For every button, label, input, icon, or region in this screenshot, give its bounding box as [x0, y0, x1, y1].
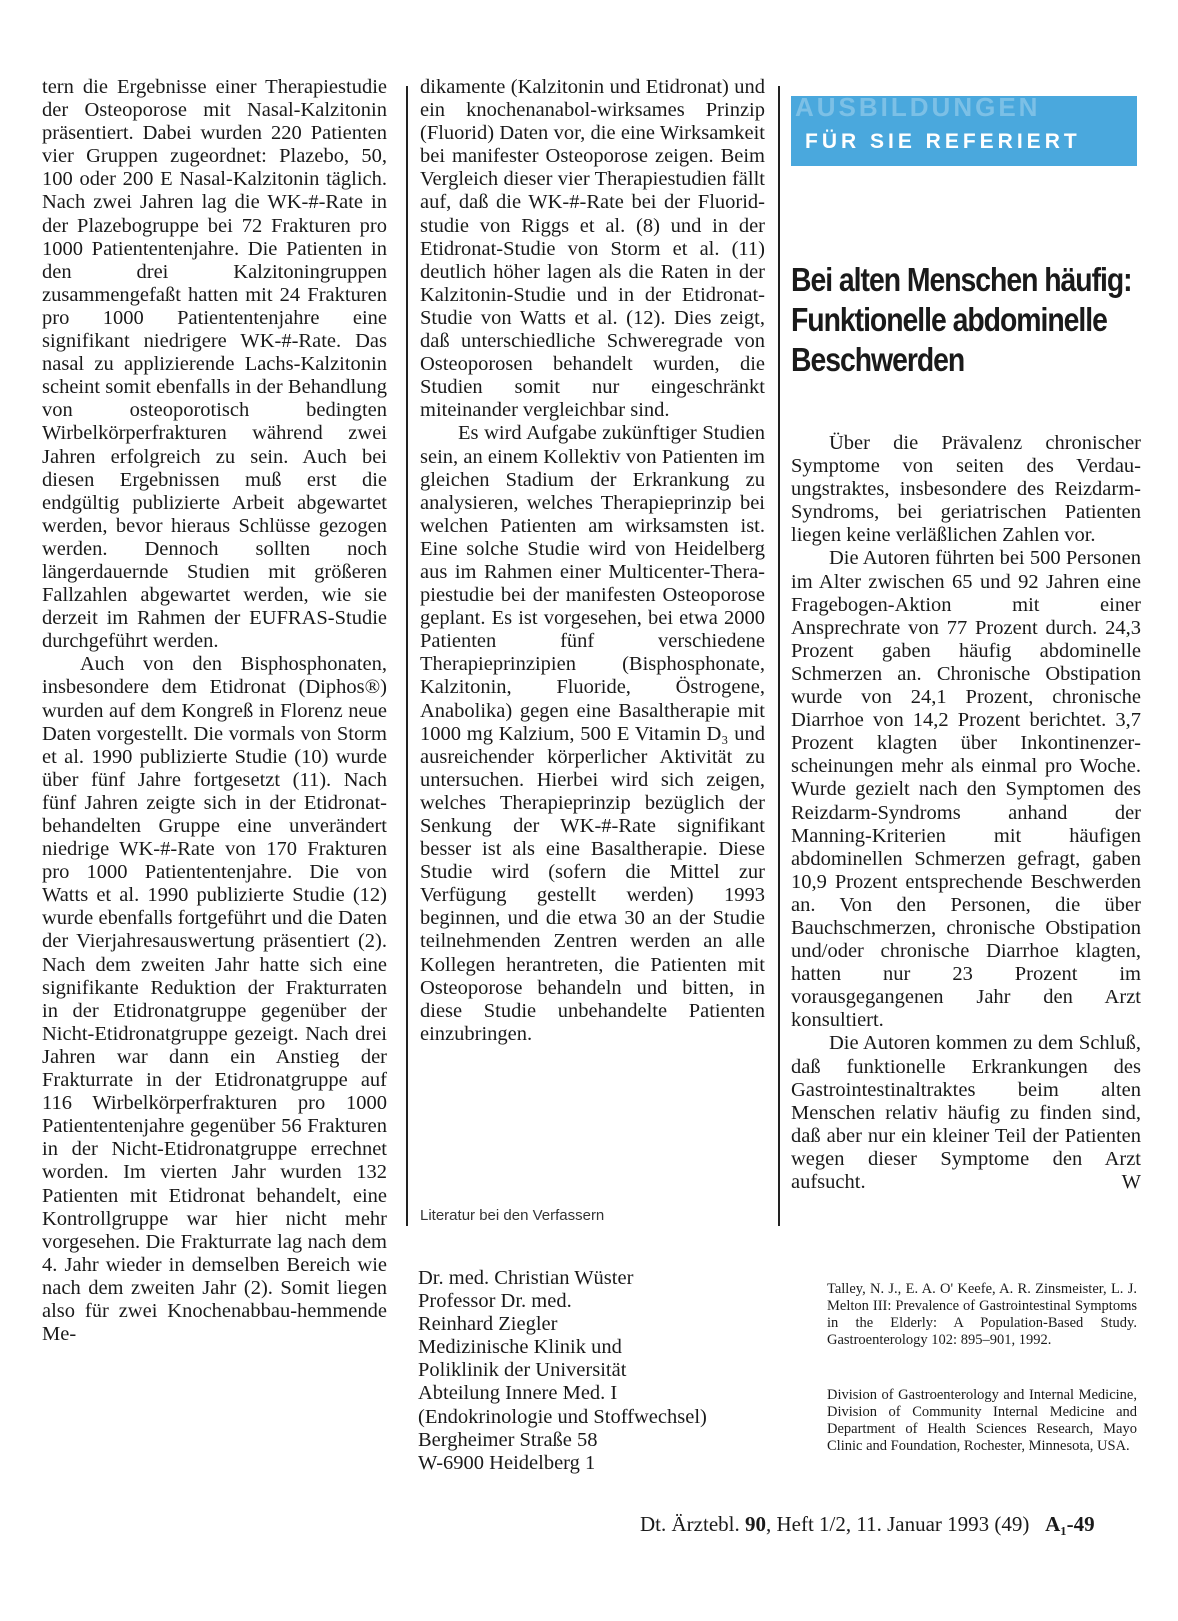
- author-signature: W: [1121, 1171, 1141, 1193]
- column-2: [420, 76, 765, 1046]
- footer-issue: , Heft 1/2, 11. Januar 1993 (49): [765, 1512, 1030, 1536]
- reference-citation: Talley, N. J., E. A. O' Keefe, A. R. Zinsmeister, L. J. Melton III: Prevalence of Gastrointestinal Symptoms in the Elderly: A Population-Based Study. Gastroenterology 102: 895–901, 1992.: [827, 1281, 1137, 1348]
- column-divider-1: [406, 86, 408, 1226]
- address-line: Reinhard Ziegler: [418, 1313, 558, 1336]
- footer-volume: 90: [744, 1512, 766, 1536]
- footer-journal: Dt. Ärztebl.: [640, 1512, 740, 1536]
- author-address: [418, 1267, 707, 1475]
- column-divider-2: [778, 86, 780, 1226]
- col1-paragraph-1: tern die Ergebnisse einer Therapiestudie der Osteoporose mit Nasal-Kalzitonin präsentiert. Dabei wurden 220 Patienten vier Gruppen zugeordnet: Plazebo, 50, 100 oder 200 E Nasal-Kalzitonin täglich. Nach zwei Jahren lag die WK-#-Rate in der Plazebogruppe bei 72 Frakturen pro 1000 Patiententenjahre. Die Patienten in den drei Kalzitoningruppen zusammengefaßt hatten mit 24 Frakturen pro 1000 Patiententenjahre eine signifikant niedrigere WK-#-Rate. Das nasal zu applizierende Lachs-Kalzitonin scheint somit ebenfalls in der Behandlung von osteoporotisch bedingten Wirbelkörperfrakturen während zwei Jahren erfolgreich zu sein. Auch bei diesen Ergebnissen muß erst die endgültig publizierte Arbeit abgewartet werden, bevor hieraus Schlüsse gezogen werden. Dennoch sollten noch längerdauernde Studien mit größeren Fallzahlen abgewartet werden, wie sie derzeit im Rahmen der EUFRAS-Studie durchgeführt werden.: [42, 76, 387, 653]
- col1-paragraph-2: Auch von den Bisphosphonaten, insbesondere dem Etidronat (Diphos®) wurden auf dem Kongreß in Florenz neue Daten vorgestellt. Die vormals von Storm et al. 1990 publizierte Studie (10) wurde über fünf Jahre fortgesetzt (11). Nach fünf Jahren zeigte sich in der Etidronatbehandelten Gruppe eine unverändert niedrige WK-#-Rate von 170 Frakturen pro 1000 Patiententenjahre. Die von Watts et al. 1990 publizierte Studie (12) wurde ebenfalls fortgeführt und die Daten der Vierjahresauswertung präsentiert (2). Nach dem zweiten Jahr hatte sich eine signifikante Reduktion der Frakturraten in der Etidronatgruppe gegenüber der Nicht-Etidronatgruppe gezeigt. Nach drei Jahren war dann ein Anstieg der Frakturrate in der Etidronatgruppe auf 116 Wirbelkörperfrakturen pro 1000 Patiententenjahre gegenüber 56 Frakturen in der Nicht-Etidronatgruppe errechnet worden. Im vierten Jahr wurden 132 Patienten mit Etidronat behandelt, eine Kontrollgruppe war hier nicht mehr vorgesehen. Die Frakturrate lag nach dem 4. Jahr wieder in demselben Bereich wie nach dem zweiten Jahr (2). Somit liegen also für zwei Knochenabbau-hemmende Me-: [42, 653, 387, 1346]
- article-headline: Bei alten Menschen häufig: Funktionelle abdominelle Beschwerden: [791, 261, 1132, 378]
- address-line: Abteilung Innere Med. I: [418, 1382, 618, 1405]
- article-body: [791, 432, 1141, 1194]
- page-footer: [640, 1512, 1095, 1537]
- col2-paragraph-1: dikamente (Kalzitonin und Etidronat) und ein knochenanabol-wirksames Prinzip (Fluorid) Daten vor, die eine Wirksamkeit bei manifester Osteoporose zeigen. Beim Vergleich dieser vier Therapiestudien fällt auf, daß die WK-#-Rate bei der Fluoridstudie von Riggs et al. (8) und in der Etidronat-Studie von Storm et al. (11) deutlich höher lagen als die Raten in der Kalzitonin-Studie und in der Etidronat-Studie von Watts et al. (12). Dies zeigt, daß unterschiedliche Schweregrade von Osteoporosen behandelt wurden, die Studien somit nur eingeschränkt miteinander vergleichbar sind.: [420, 76, 765, 422]
- banner-ghost-text: AUSBILDUNGEN: [795, 96, 1041, 122]
- banner-label: FÜR SIE REFERIERT: [805, 130, 1081, 153]
- address-line: Professor Dr. med.: [418, 1290, 572, 1313]
- article-paragraph-3: [791, 1032, 1141, 1194]
- article-paragraph-2: Die Autoren führten bei 500 Personen im Alter zwischen 65 und 92 Jahren eine Fragebogen-Aktion mit einer Ansprechrate von 77 Prozent durch. 24,3 Prozent gaben häufig abdominelle Schmerzen an. Chronische Obstipation wurde von 24,1 Prozent, chronische Diarrhoe von 14,2 Prozent berichtet. 3,7 Prozent klagten über Inkontinenzerscheinungen mehr als einmal pro Woche. Wurde gezielt nach den Symptomen des Reizdarm-Syndroms anhand der Manning-Kriterien mit häufigen abdominellen Schmerzen gefragt, gaben 10,9 Prozent entsprechende Beschwerden an. Von den Personen, die über Bauchschmerzen, chronische Obstipation und/oder chronische Diarrhoe klagten, hatten nur 23 Prozent im vorausgegangenen Jahr den Arzt konsultiert.: [791, 547, 1141, 1032]
- col2-paragraph-2: Es wird Aufgabe zukünftiger Studien sein, an einem Kollektiv von Patienten im gleichen Stadium der Erkrankung zu analysieren, welches Therapieprinzip bei welchen Patienten am wirksamsten ist. Eine solche Studie wird von Heidelberg aus im Rahmen einer Multicenter-Therapiestudie bei der manifesten Osteoporose geplant. Es ist vorgesehen, bei etwa 2000 Patienten fünf verschiedene Therapieprinzipien (Bisphosphonate, Kalzitonin, Fluoride, Östrogene, Anabolika) gegen eine Basaltherapie mit 1000 mg Kalzium, 500 E Vitamin D₃ und ausreichender körperlicher Aktivität zu untersuchen. Hierbei wird sich zeigen, welches Therapieprinzip bezüglich der Senkung der WK-#-Rate signifikant besser ist als eine Basaltherapie. Diese Studie wird (sofern die Mittel zur Verfügung gestellt werden) 1993 beginnen, und die etwa 30 an der Studie teilnehmenden Zentren werden an alle Kollegen herantreten, die Patienten mit Osteoporose behandeln und bitten, in diese Studie unbehandelte Patienten einzubringen.: [420, 422, 765, 1045]
- address-line: Medizinische Klinik und: [418, 1336, 622, 1359]
- address-line: Dr. med. Christian Wüster: [418, 1267, 634, 1289]
- article-paragraph-1: Über die Prävalenz chronischer Symptome von seiten des Verdauungstraktes, insbesondere des Reizdarm-Syndroms, bei geriatrischen Patienten liegen keine verläßlichen Zahlen vor.: [791, 432, 1141, 547]
- column-1: [42, 76, 387, 1346]
- reference-affiliation: Division of Gastroenterology and Internal Medicine, Division of Community Internal Medicine and Department of Health Sciences Research, Mayo Clinic and Foundation, Rochester, Minnesota, USA.: [827, 1387, 1137, 1454]
- address-line: W-6900 Heidelberg 1: [418, 1451, 596, 1474]
- section-banner: [791, 96, 1137, 166]
- address-line: Poliklinik der Universität: [418, 1359, 627, 1382]
- article-paragraph-3-text: Die Autoren kommen zu dem Schluß, daß funktionelle Erkrankungen des Gastrointestinaltraktes beim alten Menschen relativ häufig zu finden sind, daß aber nur ein kleiner Teil der Patienten wegen dieser Symptome den Arzt aufsucht.: [791, 1032, 1141, 1193]
- address-line: Bergheimer Straße 58: [418, 1428, 598, 1451]
- address-line: (Endokrinologie und Stoffwechsel): [418, 1405, 707, 1428]
- footer-page-number: A₁-49: [1045, 1512, 1095, 1536]
- literature-note: Literatur bei den Verfassern: [420, 1207, 605, 1224]
